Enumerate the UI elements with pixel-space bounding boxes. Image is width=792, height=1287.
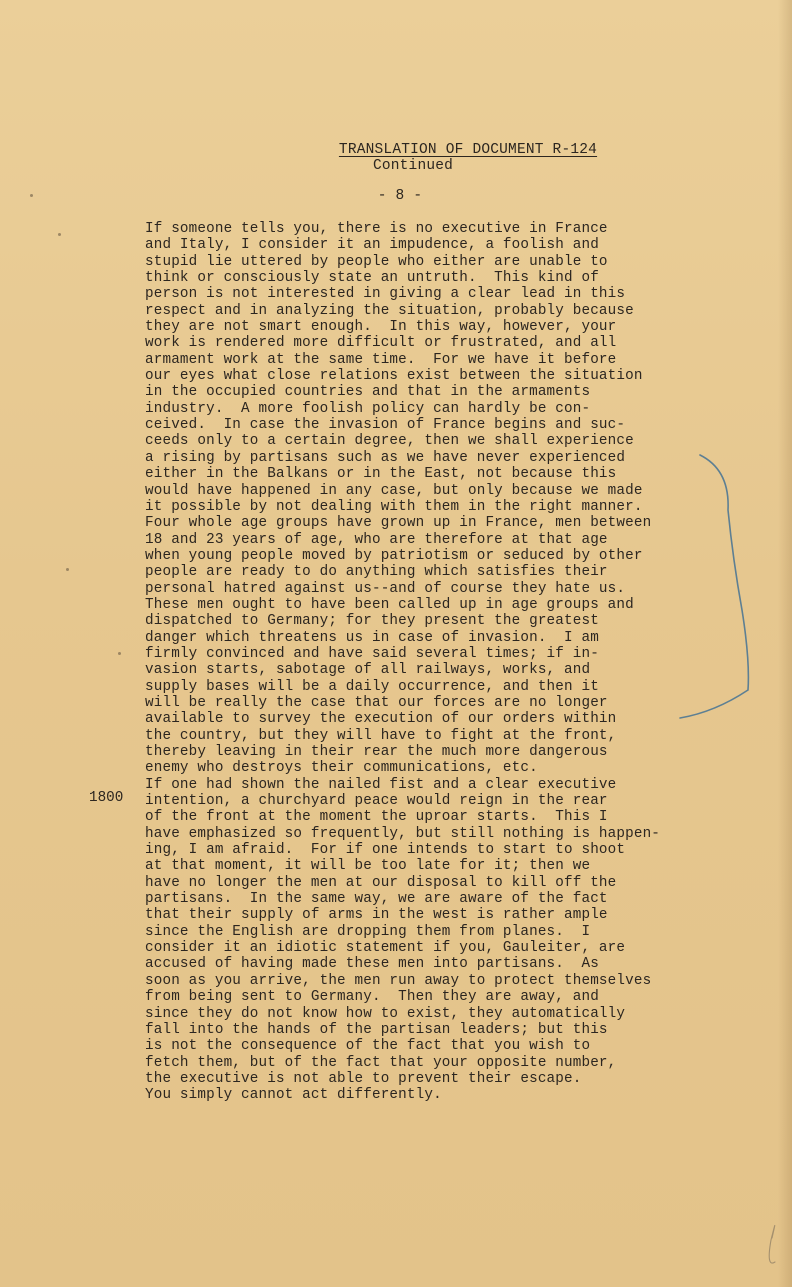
text-line: accused of having made these men into partisans. As bbox=[145, 956, 599, 973]
document-subtitle: Continued bbox=[372, 158, 454, 174]
paper-speck bbox=[30, 194, 33, 197]
text-line: our eyes what close relations exist between the situation bbox=[145, 368, 643, 385]
text-line: ceived. In case the invasion of France begins and suc- bbox=[145, 417, 626, 434]
document-title: TRANSLATION OF DOCUMENT R-124 bbox=[338, 142, 598, 158]
text-line: of the front at the moment the uproar starts. This I bbox=[145, 809, 608, 826]
text-line: supply bases will be a daily occurrence, and then it bbox=[145, 678, 599, 695]
text-line: firmly convinced and have said several times; if in- bbox=[145, 645, 599, 662]
text-line: dispatched to Germany; for they present the greatest bbox=[145, 613, 599, 630]
text-line: armament work at the same time. For we have it before bbox=[145, 351, 617, 368]
text-line: industry. A more foolish policy can hardly be con- bbox=[145, 400, 591, 417]
text-line: from being sent to Germany. Then they are away, and bbox=[145, 989, 599, 1006]
text-line: soon as you arrive, the men run away to protect themselves bbox=[145, 972, 652, 989]
text-line: You simply cannot act differently. bbox=[145, 1087, 442, 1104]
text-line: If someone tells you, there is no executive in France bbox=[145, 221, 608, 237]
text-line: These men ought to have been called up in age groups and bbox=[145, 596, 634, 613]
text-line: since they do not know how to exist, they automatically bbox=[145, 1005, 626, 1022]
text-line: will be really the case that our forces are no longer bbox=[145, 694, 608, 711]
text-line: ceeds only to a certain degree, then we shall experience bbox=[145, 433, 634, 450]
text-line: and Italy, I consider it an impudence, a foolish and bbox=[145, 237, 599, 254]
text-line: 18 and 23 years of age, who are therefore at that age bbox=[145, 531, 608, 548]
text-line: intention, a churchyard peace would reign in the rear bbox=[145, 793, 608, 810]
text-line: enemy who destroys their communications, etc. bbox=[145, 760, 538, 777]
text-line: work is rendered more difficult or frustrated, and all bbox=[145, 335, 617, 352]
text-line: If one had shown the nailed fist and a clear executive bbox=[145, 776, 617, 793]
text-line: partisans. In the same way, we are aware of the fact bbox=[145, 891, 608, 908]
text-line: they are not smart enough. In this way, however, your bbox=[145, 319, 617, 336]
text-line: a rising by partisans such as we have never experienced bbox=[145, 449, 626, 466]
text-line: ing, I am afraid. For if one intends to start to shoot bbox=[145, 842, 626, 859]
text-line: fall into the hands of the partisan leaders; but this bbox=[145, 1021, 608, 1038]
text-line: danger which threatens us in case of invasion. I am bbox=[145, 629, 599, 646]
text-line: stupid lie uttered by people who either are unable to bbox=[145, 253, 608, 270]
text-line: thereby leaving in their rear the much more dangerous bbox=[145, 744, 608, 760]
text-line: Four whole age groups have grown up in France, men between bbox=[145, 515, 652, 532]
text-line: consider it an idiotic statement if you, Gauleiter, are bbox=[145, 940, 626, 957]
page-number: - 8 - bbox=[377, 188, 423, 204]
text-line: is not the consequence of the fact that you wish to bbox=[145, 1038, 591, 1055]
text-line: person is not interested in giving a clear lead in this bbox=[145, 286, 626, 303]
text-line: it possible by not dealing with them in the right manner. bbox=[145, 498, 643, 515]
text-line: think or consciously state an untruth. This kind of bbox=[145, 270, 599, 287]
paper-speck bbox=[118, 652, 121, 655]
text-line: have no longer the men at our disposal to kill off the bbox=[145, 874, 617, 891]
text-line: people are ready to do anything which satisfies their bbox=[145, 564, 608, 581]
margin-line-number: 1800 bbox=[89, 790, 124, 806]
pencil-bracket-stroke bbox=[680, 455, 748, 718]
paper-speck bbox=[58, 233, 61, 236]
paper-speck bbox=[66, 568, 69, 571]
text-line: available to survey the execution of our orders within bbox=[145, 711, 617, 728]
text-line: respect and in analyzing the situation, probably because bbox=[145, 302, 634, 319]
text-line: at that moment, it will be too late for it; then we bbox=[145, 858, 591, 875]
text-line: the country, but they will have to fight at the front, bbox=[145, 727, 617, 744]
text-line: have emphasized so frequently, but still nothing is happen- bbox=[145, 825, 661, 842]
text-line: that their supply of arms in the west is rather ample bbox=[145, 907, 608, 924]
text-line: either in the Balkans or in the East, not because this bbox=[145, 466, 617, 483]
text-line: the executive is not able to prevent their escape. bbox=[145, 1070, 582, 1087]
pencil-scribble bbox=[769, 1225, 775, 1263]
text-line: vasion starts, sabotage of all railways, works, and bbox=[145, 662, 591, 679]
text-line: would have happened in any case, but only because we made bbox=[145, 482, 643, 499]
text-line: when young people moved by patriotism or seduced by other bbox=[145, 547, 643, 564]
text-line: fetch them, but of the fact that your opposite number, bbox=[145, 1054, 617, 1071]
text-line: in the occupied countries and that in the armaments bbox=[145, 384, 591, 401]
text-line: personal hatred against us--and of course they hate us. bbox=[145, 580, 626, 597]
text-line: since the English are dropping them from planes. I bbox=[145, 923, 591, 940]
